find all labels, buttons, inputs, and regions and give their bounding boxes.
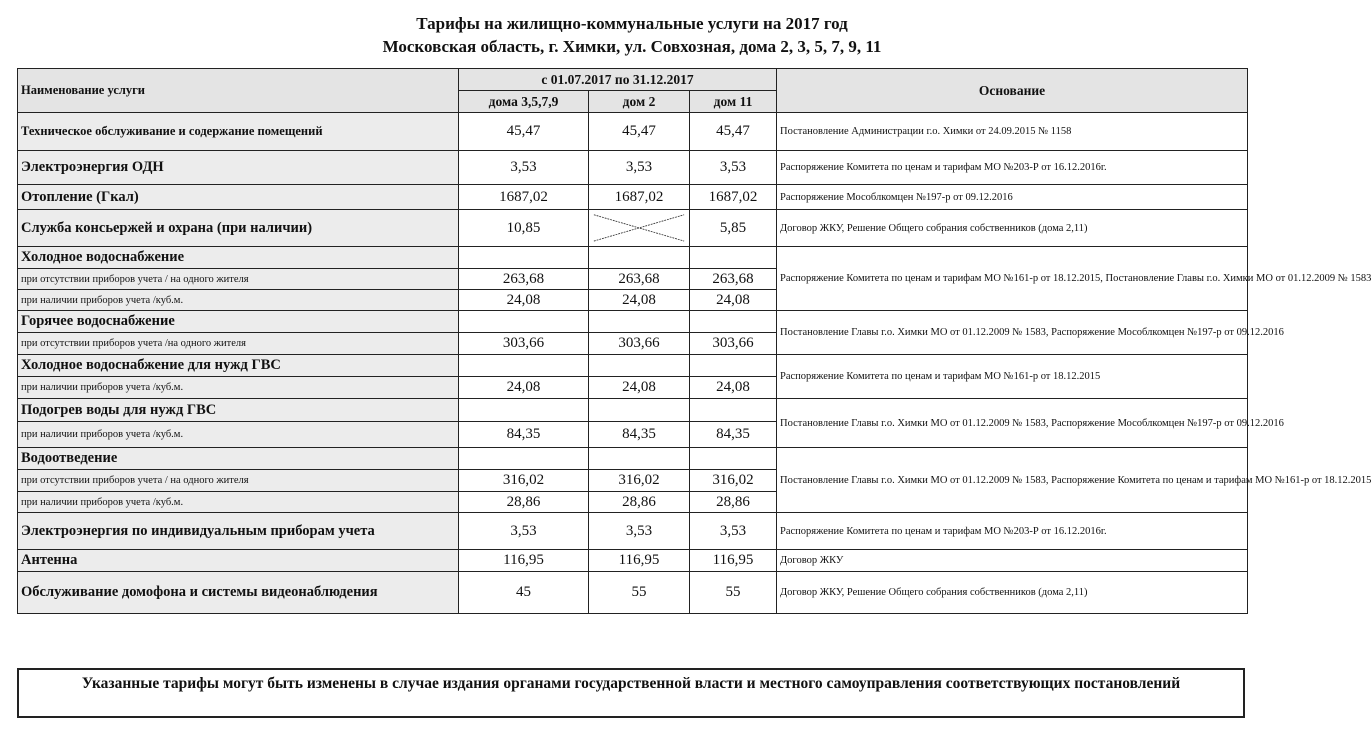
service-subitem: при наличии приборов учета /куб.м. [18, 492, 459, 513]
service-subitem: при отсутствии приборов учета /на одного жителя [18, 333, 459, 355]
basis-cell: Договор ЖКУ [777, 550, 1248, 572]
table-row [18, 247, 1248, 269]
basis-cell: Постановление Главы г.о. Химки МО от 01.12.2009 № 1583, Распоряжение Мособлкомцен №197-р от 09.12.2016 [777, 399, 1248, 448]
table-row [18, 572, 1248, 614]
table-row [18, 513, 1248, 550]
value-cell: 24,08 [690, 377, 777, 399]
value-cell: 84,35 [589, 422, 690, 448]
header-basis: Основание [777, 69, 1248, 113]
document-subtitle: Московская область, г. Химки, ул. Совхозная, дома 2, 3, 5, 7, 9, 11 [382, 37, 882, 56]
value-cell: 28,86 [690, 492, 777, 513]
value-cell: 3,53 [459, 151, 589, 185]
table-row [18, 448, 1248, 470]
service-name: Электроэнергия по индивидуальным приборам учета [18, 513, 459, 550]
basis-cell: Распоряжение Комитета по ценам и тарифам МО №161-р от 18.12.2015, Постановление Главы г.о. Химки МО от 01.12.2009 № 1583 [777, 247, 1248, 311]
table-row [18, 210, 1248, 247]
value-cell: 1687,02 [459, 185, 589, 210]
table-row [18, 113, 1248, 151]
service-subitem: при отсутствии приборов учета / на одного жителя [18, 269, 459, 290]
service-subitem: при отсутствии приборов учета / на одного жителя [18, 470, 459, 492]
value-cell: 24,08 [459, 377, 589, 399]
value-cell: 24,08 [459, 290, 589, 311]
table-row [18, 151, 1248, 185]
value-cell: 28,86 [459, 492, 589, 513]
value-cell: 303,66 [459, 333, 589, 355]
value-cell: 263,68 [589, 269, 690, 290]
footer-note: Указанные тарифы могут быть изменены в случае издания органами государственной власти и местного самоуправления соответствующих постановлений [17, 668, 1245, 718]
basis-cell: Постановление Администрации г.о. Химки от 24.09.2015 № 1158 [777, 113, 1248, 151]
header-col-houses-3579: дома 3,5,7,9 [459, 91, 589, 113]
cross-mark [592, 211, 686, 245]
header-service: Наименование услуги [18, 69, 459, 113]
value-cell: 116,95 [690, 550, 777, 572]
basis-cell: Распоряжение Комитета по ценам и тарифам МО №161-р от 18.12.2015 [777, 355, 1248, 399]
basis-cell: Договор ЖКУ, Решение Общего собрания собственников (дома 2,11) [777, 210, 1248, 247]
service-subitem: при наличии приборов учета /куб.м. [18, 377, 459, 399]
value-cell: 116,95 [459, 550, 589, 572]
value-cell: 316,02 [690, 470, 777, 492]
service-subitem: при наличии приборов учета /куб.м. [18, 422, 459, 448]
table-row [18, 355, 1248, 377]
value-cell: 55 [690, 572, 777, 614]
value-cell: 263,68 [459, 269, 589, 290]
basis-cell: Договор ЖКУ, Решение Общего собрания собственников (дома 2,11) [777, 572, 1248, 614]
header-period: с 01.07.2017 по 31.12.2017 [459, 69, 777, 91]
service-subitem: при наличии приборов учета /куб.м. [18, 290, 459, 311]
service-name: Холодное водоснабжение [18, 247, 459, 269]
value-cell: 24,08 [589, 377, 690, 399]
value-cell: 84,35 [690, 422, 777, 448]
value-cell: 3,53 [589, 151, 690, 185]
basis-cell: Постановление Главы г.о. Химки МО от 01.12.2009 № 1583, Распоряжение Комитета по ценам и тарифам МО №161-р от 18.12.2015 [777, 448, 1248, 513]
value-cell: 10,85 [459, 210, 589, 247]
value-cell: 116,95 [589, 550, 690, 572]
basis-cell: Распоряжение Комитета по ценам и тарифам МО №203-Р от 16.12.2016г. [777, 151, 1248, 185]
header-col-house-11: дом 11 [690, 91, 777, 113]
value-cell: 303,66 [589, 333, 690, 355]
value-cell: 316,02 [589, 470, 690, 492]
service-name: Техническое обслуживание и содержание помещений [18, 113, 459, 151]
service-name: Отопление (Гкал) [18, 185, 459, 210]
service-name: Антенна [18, 550, 459, 572]
service-name: Подогрев воды для нужд ГВС [18, 399, 459, 422]
service-name: Горячее водоснабжение [18, 311, 459, 333]
value-cell: 28,86 [589, 492, 690, 513]
crossed-out-cell [589, 210, 690, 247]
value-cell: 24,08 [589, 290, 690, 311]
value-cell: 3,53 [589, 513, 690, 550]
value-cell: 5,85 [690, 210, 777, 247]
service-name: Холодное водоснабжение для нужд ГВС [18, 355, 459, 377]
service-name: Служба консьержей и охрана (при наличии) [18, 210, 459, 247]
value-cell: 84,35 [459, 422, 589, 448]
table-row [18, 185, 1248, 210]
tariffs-table [17, 68, 1371, 614]
value-cell: 1687,02 [690, 185, 777, 210]
value-cell: 1687,02 [589, 185, 690, 210]
value-cell: 3,53 [459, 513, 589, 550]
value-cell: 45,47 [459, 113, 589, 151]
table-row [18, 399, 1248, 422]
table-row [18, 311, 1248, 333]
value-cell: 45,47 [589, 113, 690, 151]
basis-cell: Распоряжение Комитета по ценам и тарифам МО №203-Р от 16.12.2016г. [777, 513, 1248, 550]
value-cell: 316,02 [459, 470, 589, 492]
service-name: Электроэнергия ОДН [18, 151, 459, 185]
value-cell: 3,53 [690, 151, 777, 185]
value-cell: 45,47 [690, 113, 777, 151]
value-cell: 303,66 [690, 333, 777, 355]
value-cell: 3,53 [690, 513, 777, 550]
basis-cell: Распоряжение Мособлкомцен №197-р от 09.12.2016 [777, 185, 1248, 210]
value-cell: 45 [459, 572, 589, 614]
value-cell: 24,08 [690, 290, 777, 311]
service-name: Водоотведение [18, 448, 459, 470]
document-title: Тарифы на жилищно-коммунальные услуги на 2017 год [416, 14, 848, 33]
table-row [18, 550, 1248, 572]
service-name: Обслуживание домофона и системы видеонаблюдения [18, 572, 459, 614]
header-col-house-2: дом 2 [589, 91, 690, 113]
value-cell: 55 [589, 572, 690, 614]
basis-cell: Постановление Главы г.о. Химки МО от 01.12.2009 № 1583, Распоряжение Мособлкомцен №197-р от 09.12.2016 [777, 311, 1248, 355]
value-cell: 263,68 [690, 269, 777, 290]
